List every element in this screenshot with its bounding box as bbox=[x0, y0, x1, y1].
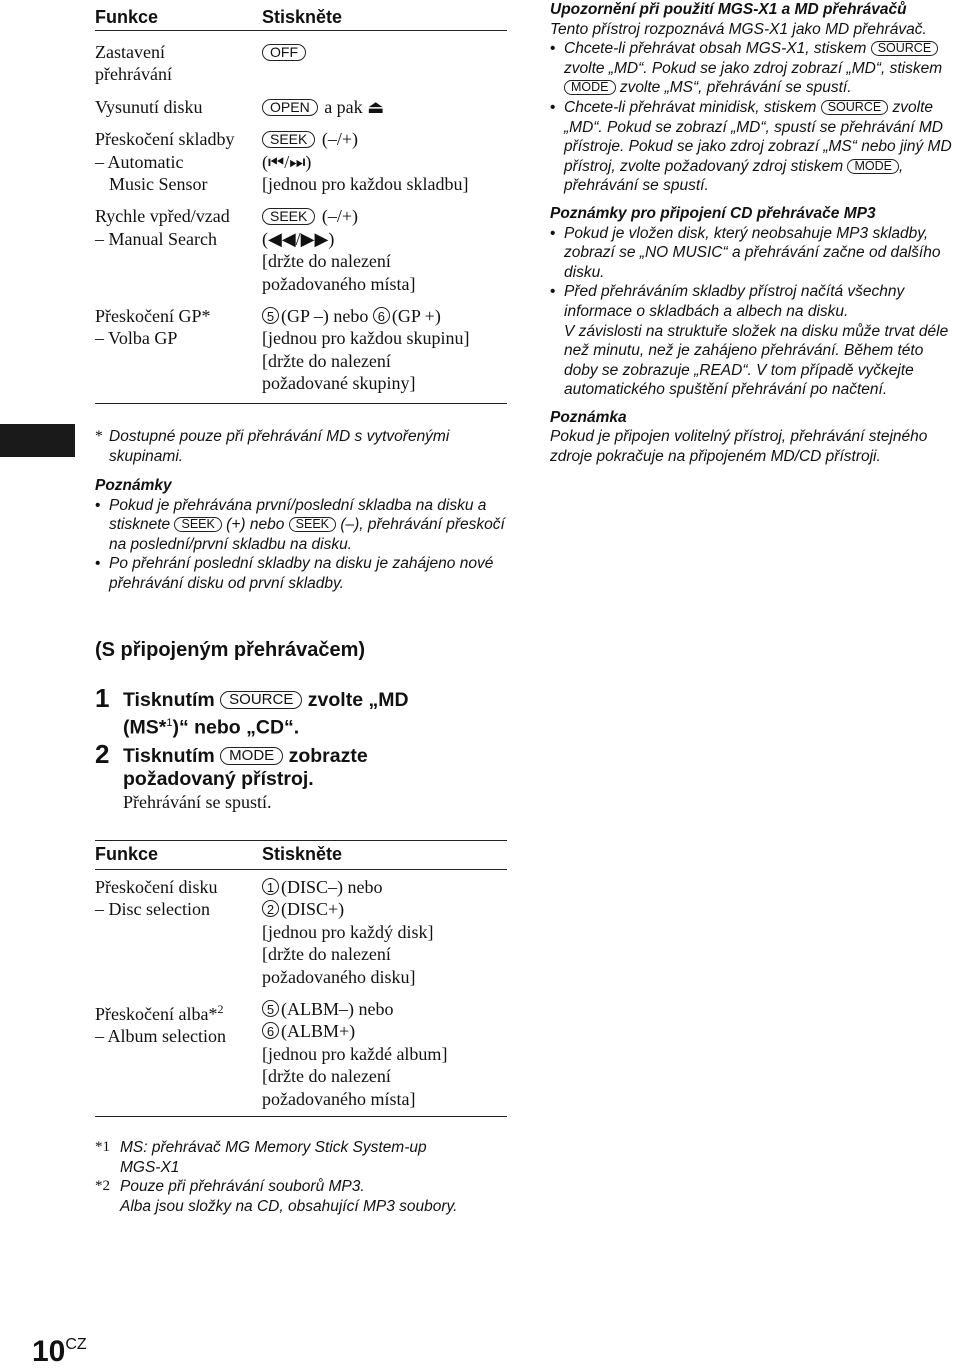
table-row bbox=[95, 41, 507, 86]
note-item bbox=[95, 496, 507, 555]
row-label: Rychle vpřed/vzad bbox=[95, 206, 230, 227]
footnote-text: MS: přehrávač MG Memory Stick System-up bbox=[120, 1139, 427, 1156]
step-number: 2 bbox=[95, 739, 110, 769]
rewind-forward-icon: (◀◀/▶▶) bbox=[262, 228, 335, 249]
row-label: Music Sensor bbox=[109, 174, 208, 195]
row-text: (DISC–) nebo bbox=[281, 877, 383, 897]
step-result: Přehrávání se spustí. bbox=[123, 792, 272, 812]
step-text: zvolte „MD bbox=[307, 689, 409, 711]
row-label: – Disc selection bbox=[95, 899, 210, 920]
mode-key: MODE bbox=[564, 80, 616, 95]
row-text: [držte do nalezení bbox=[262, 1066, 391, 1087]
row-label: Přeskočení GP* bbox=[95, 306, 211, 327]
prev-next-icon: (⏮/⏭) bbox=[262, 151, 312, 172]
source-key: SOURCE bbox=[821, 100, 888, 115]
section-title: Poznámka bbox=[550, 408, 627, 426]
note-item: • Po přehrání poslední skladby na disku je zahájeno nové přehrávání disku od první skladby. bbox=[95, 554, 507, 593]
key-6: 6 bbox=[373, 307, 390, 324]
note-text: Pokud je přehrávána první/poslední skladba na disku a stisknete bbox=[109, 496, 487, 534]
footnote-text: MGS-X1 bbox=[120, 1158, 180, 1176]
footnote-ref: 2 bbox=[217, 1002, 224, 1017]
off-key: OFF bbox=[262, 44, 306, 61]
row-label: přehrávání bbox=[95, 64, 172, 85]
row-label: – Volba GP bbox=[95, 328, 178, 349]
table-row bbox=[95, 876, 507, 988]
step-text: zobrazte bbox=[288, 745, 368, 767]
row-label: – Automatic bbox=[95, 151, 184, 172]
step-1 bbox=[123, 689, 523, 740]
note-text: zvolte „MD“. Pokud se zobrazí „MD“, spustí se přehrávání MD přístroje. Pokud se jako zdroj zobrazí „MS“ nebo jiný MD přístroj, zvolte požadovaný zdroj stiskem bbox=[564, 98, 952, 175]
section-title: Upozornění při použití MGS-X1 a MD přehrávačů bbox=[550, 1, 907, 18]
column-header-press: Stiskněte bbox=[262, 7, 343, 27]
seek-key: SEEK bbox=[262, 208, 315, 225]
table-divider bbox=[95, 1116, 507, 1117]
step-text: )“ nebo „CD“. bbox=[172, 716, 300, 739]
row-text: (–/+) bbox=[321, 206, 358, 227]
footnote-text: Pouze při přehrávání souborů MP3. bbox=[120, 1178, 365, 1196]
row-label: – Manual Search bbox=[95, 228, 217, 249]
source-key: SOURCE bbox=[871, 41, 938, 56]
footnote-2 bbox=[95, 1177, 515, 1216]
key-5: 5 bbox=[262, 307, 279, 324]
row-text: [držte do nalezení bbox=[262, 251, 391, 272]
source-key: SOURCE bbox=[220, 691, 302, 709]
row-text: (ALBM–) nebo bbox=[281, 999, 394, 1020]
page-number bbox=[32, 1335, 87, 1369]
note-text: Chcete-li přehrávat obsah MGS-X1, stiskem bbox=[564, 40, 867, 58]
function-table-2 bbox=[95, 840, 507, 1117]
paragraph: Tento přístroj rozpoznává MGS-X1 jako MD přehrávač. bbox=[550, 20, 927, 38]
mode-key: MODE bbox=[847, 159, 899, 174]
column-header-press: Stiskněte bbox=[262, 844, 343, 864]
key-5: 5 bbox=[262, 1000, 279, 1017]
row-text: (DISC+) bbox=[281, 899, 345, 920]
note-text: • Před přehráváním skladby přístroj načítá všechny informace o skladbách a albech na disku. bbox=[564, 283, 905, 320]
row-label: Přeskočení disku bbox=[95, 877, 218, 897]
notes-title: Poznámky bbox=[95, 477, 172, 494]
table-row bbox=[95, 205, 507, 295]
row-text: [jednou pro každou skupinu] bbox=[262, 328, 470, 349]
footnotes bbox=[95, 1138, 515, 1216]
right-column bbox=[550, 0, 958, 467]
footnote-ref: 1 bbox=[166, 717, 173, 729]
section-title: Poznámky pro připojení CD přehrávače MP3 bbox=[550, 204, 876, 222]
open-key: OPEN bbox=[262, 99, 318, 116]
note-text: V závislosti na struktuře složek na disku může trvat déle než minutu, než je zahájeno přehrávání. Během této doby se zobrazuje „READ“. V tom případě vyčkejte automatického spuštění přehrávání po načtení. bbox=[564, 322, 949, 399]
key-1: 1 bbox=[262, 878, 279, 895]
table-row bbox=[95, 96, 507, 118]
note-item: • Pokud je vložen disk, který neobsahuje MP3 skladby, zobrazí se „NO MUSIC“ a přehrávání začne od dalšího disku. bbox=[550, 224, 958, 283]
seek-key: SEEK bbox=[174, 517, 221, 532]
mode-key: MODE bbox=[220, 747, 283, 765]
group-footnote bbox=[95, 427, 507, 466]
step-text: Tisknutím bbox=[123, 745, 215, 767]
table-row bbox=[95, 998, 507, 1110]
table-row bbox=[95, 128, 507, 195]
note-text: zvolte „MS“, přehrávání se spustí. bbox=[619, 79, 852, 97]
table-header bbox=[95, 6, 507, 31]
row-label: Přeskočení skladby bbox=[95, 129, 235, 150]
note-text: zvolte „MD“. Pokud se jako zdroj zobrazí „MD“, stiskem bbox=[564, 59, 943, 77]
column-header-function: Funkce bbox=[95, 844, 159, 864]
footnote-1 bbox=[95, 1138, 515, 1177]
eject-text: a pak ⏏ bbox=[324, 96, 385, 117]
row-label: Přeskočení alba* bbox=[95, 1004, 218, 1025]
step-2 bbox=[123, 745, 523, 814]
seek-key: SEEK bbox=[262, 131, 315, 148]
key-2: 2 bbox=[262, 900, 279, 917]
row-text: (GP –) nebo bbox=[281, 306, 369, 327]
row-text: požadovaného disku] bbox=[262, 966, 416, 987]
function-table-1 bbox=[95, 6, 507, 404]
note-item bbox=[550, 282, 958, 400]
row-label: Vysunutí disku bbox=[95, 96, 203, 117]
row-text: (GP +) bbox=[391, 306, 441, 327]
row-text: (–/+) bbox=[321, 129, 358, 150]
row-text: požadované skupiny] bbox=[262, 373, 416, 394]
note-item bbox=[550, 98, 958, 196]
footnote-text: Alba jsou složky na CD, obsahující MP3 soubory. bbox=[120, 1197, 458, 1215]
row-text: [jednou pro každé album] bbox=[262, 1043, 448, 1064]
section-heading: (S připojeným přehrávačem) bbox=[95, 639, 366, 661]
row-text: (ALBM+) bbox=[281, 1021, 356, 1042]
page-number-value: 10 bbox=[32, 1335, 66, 1368]
row-text: požadovaného místa] bbox=[262, 273, 416, 294]
table-row bbox=[95, 305, 507, 395]
note-text: (+) nebo bbox=[226, 516, 285, 534]
row-label: Zastavení bbox=[95, 42, 165, 62]
row-text: [jednou pro každou skladbu] bbox=[262, 174, 469, 195]
note-item bbox=[550, 39, 958, 98]
table-divider bbox=[95, 403, 507, 404]
row-text: [držte do nalezení bbox=[262, 350, 391, 371]
table-header bbox=[95, 841, 507, 870]
section-tab-marker bbox=[0, 424, 75, 457]
footnote-mark: *2 bbox=[95, 1178, 110, 1195]
paragraph: Pokud je připojen volitelný přístroj, přehrávání stejného zdroje pokračuje na připojeném MD/CD přístroji. bbox=[550, 428, 928, 466]
step-text: Tisknutím bbox=[123, 689, 215, 711]
notes-block bbox=[95, 476, 507, 594]
footnote-mark: *1 bbox=[95, 1139, 110, 1155]
step-text: požadovaný přístroj. bbox=[123, 768, 314, 790]
note-text: (–), přehrávání přeskočí na poslední/první skladbu na disku. bbox=[109, 516, 505, 553]
footnote-mark: * bbox=[95, 428, 103, 445]
step-number: 1 bbox=[95, 683, 110, 713]
column-header-function: Funkce bbox=[95, 7, 159, 27]
page-language-code: CZ bbox=[65, 1336, 87, 1353]
seek-key: SEEK bbox=[289, 517, 336, 532]
row-text: [jednou pro každý disk] bbox=[262, 921, 434, 942]
key-6: 6 bbox=[262, 1022, 279, 1039]
row-label: – Album selection bbox=[95, 1026, 226, 1047]
row-text: [držte do nalezení bbox=[262, 944, 391, 965]
row-text: požadovaného místa] bbox=[262, 1088, 416, 1109]
step-text: (MS* bbox=[123, 716, 167, 739]
note-text: , přehrávání se spustí. bbox=[564, 157, 904, 195]
note-text: Chcete-li přehrávat minidisk, stiskem bbox=[564, 98, 817, 116]
footnote-text: Dostupné pouze při přehrávání MD s vytvořenými skupinami. bbox=[109, 428, 450, 465]
